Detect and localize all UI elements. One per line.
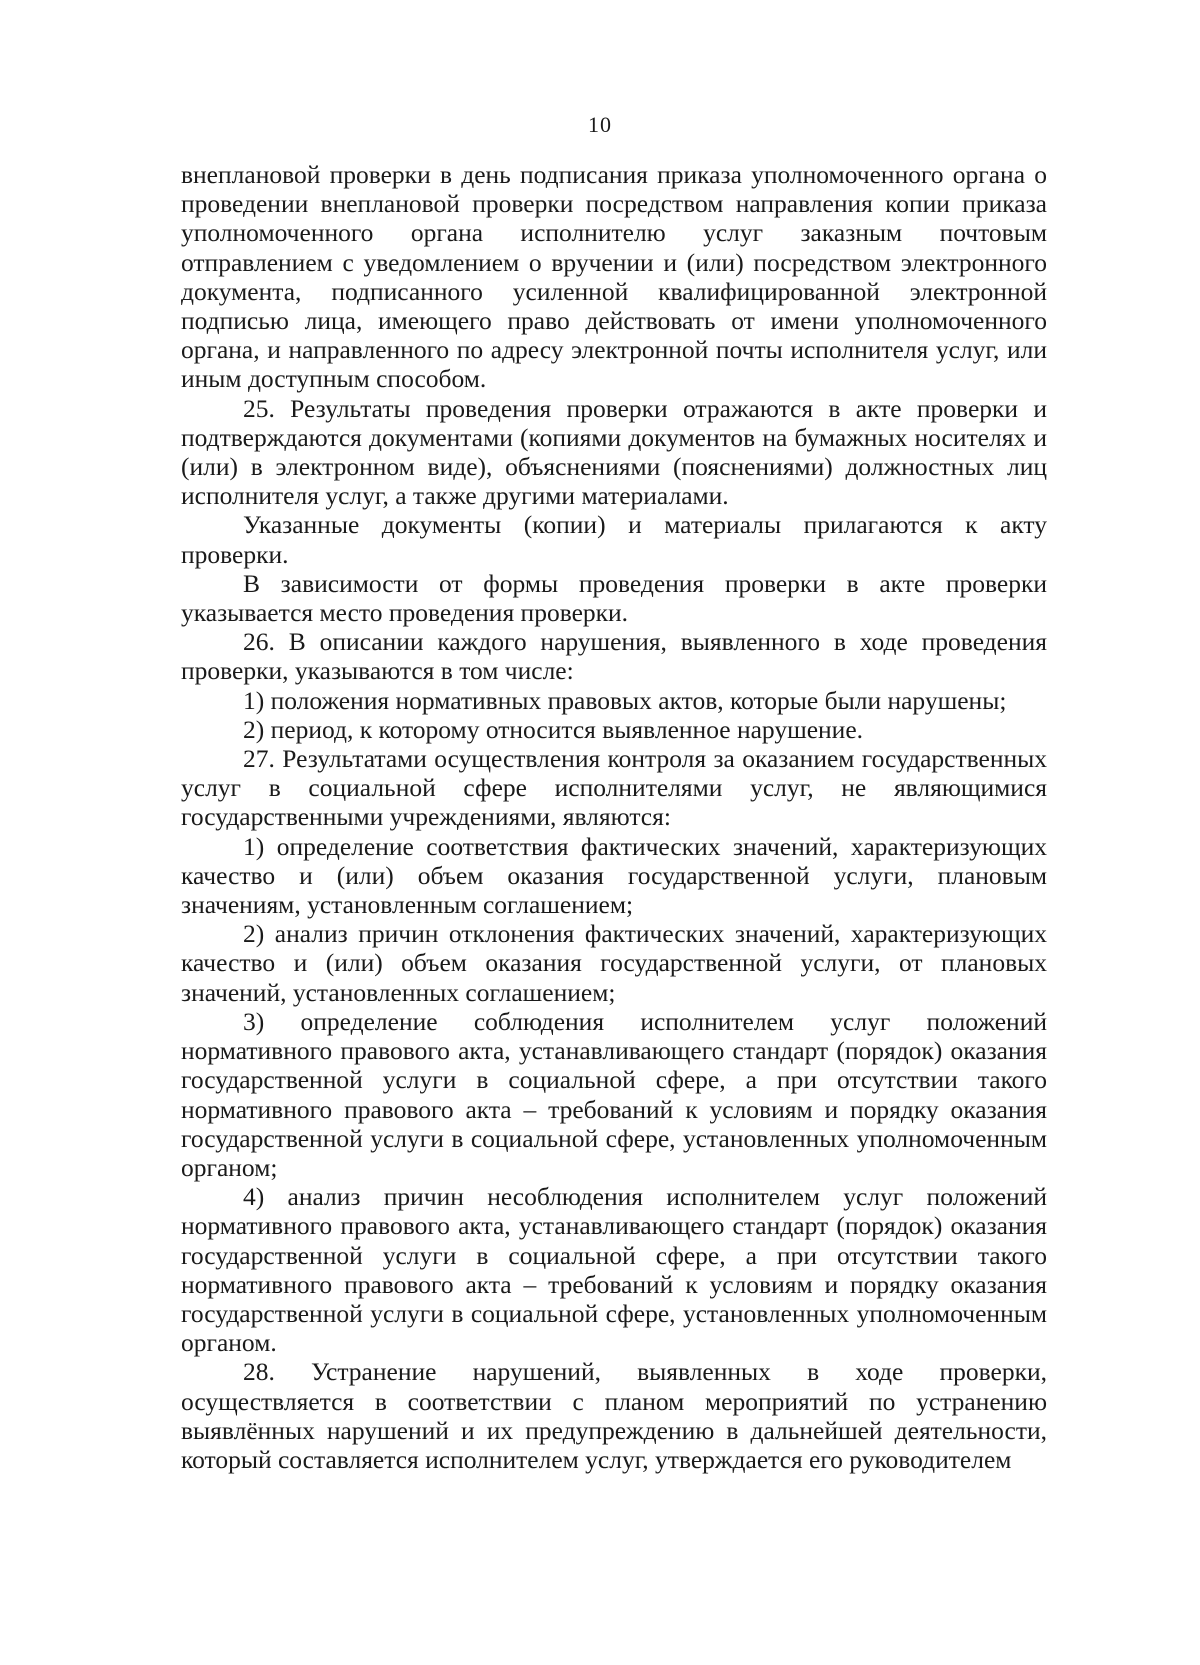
subitem-26-2: 2) период, к которому относится выявленное нарушение.	[243, 714, 864, 744]
paragraph-attachments: Указанные документы (копии) и материалы прилагаются к акту проверки.	[181, 510, 1047, 569]
paragraph-item-27: 27. Результатами осуществления контроля за оказанием государственных услуг в социальной сфере исполнителями услуг, не являющимися государственными учреждениями, являются:	[181, 744, 1047, 832]
paragraph-inspection-place: В зависимости от формы проведения проверки в акте проверки указывается место проведения проверки.	[181, 568, 1047, 628]
paragraph-item-25: 25. Результаты проведения проверки отражаются в акте проверки и подтверждаются документами (копиями документов на бумажных носителях и (или) в электронном виде), объяснениями (пояснениями) должностных лиц исполнителя услуг, а также другими материалами.	[181, 393, 1047, 511]
subitem-27-4: 4) анализ причин несоблюдения исполнителем услуг положений нормативного правового акта, устанавливающего стандарт (порядок) оказания государственной услуги в социальной сфере, а при отсутствии такого нормативного правового акта – требований к условиям и порядку оказания государственной услуги в социальной сфере, установленных уполномоченным органом.	[181, 1182, 1047, 1358]
subitem-27-3: 3) определение соблюдения исполнителем услуг положений нормативного правового акта, устанавливающего стандарт (порядок) оказания государственной услуги в социальной сфере, а при отсутствии такого нормативного правового акта – требований к условиям и порядку оказания государственной услуги в социальной сфере, установленных уполномоченным органом;	[181, 1006, 1047, 1182]
paragraph-continuation: внеплановой проверки в день подписания приказа уполномоченного органа о проведении внеплановой проверки посредством направления копии приказа уполномоченного органа исполнителю услуг заказным почтовым отправлением с уведомлением о вручении и (или) посредством электронного документа, подписанного усиленной квалифицированной электронной подписью лица, имеющего право действовать от имени уполномоченного органа, и направленного по адресу электронной почты исполнителя услуг, или иным доступным способом.	[181, 160, 1047, 394]
subitem-26-1: 1) положения нормативных правовых актов, которые были нарушены;	[243, 685, 1007, 715]
paragraph-item-26: 26. В описании каждого нарушения, выявленного в ходе проведения проверки, указываются в том числе:	[181, 627, 1047, 686]
page-number: 10	[588, 112, 612, 137]
paragraph-item-28: 28. Устранение нарушений, выявленных в ходе проверки, осуществляется в соответствии с планом мероприятий по устранению выявлённых нарушений и их предупреждению в дальнейшей деятельности, который составляется исполнителем услуг, утверждается его руководителем	[181, 1357, 1047, 1474]
subitem-27-1: 1) определение соответствия фактических значений, характеризующих качество и (или) объем оказания государственной услуги, плановым значениям, установленным соглашением;	[181, 831, 1047, 920]
document-body	[181, 160, 1047, 1474]
subitem-27-2: 2) анализ причин отклонения фактических значений, характеризующих качество и (или) объем оказания государственной услуги, от плановых значений, установленных соглашением;	[181, 919, 1047, 1007]
